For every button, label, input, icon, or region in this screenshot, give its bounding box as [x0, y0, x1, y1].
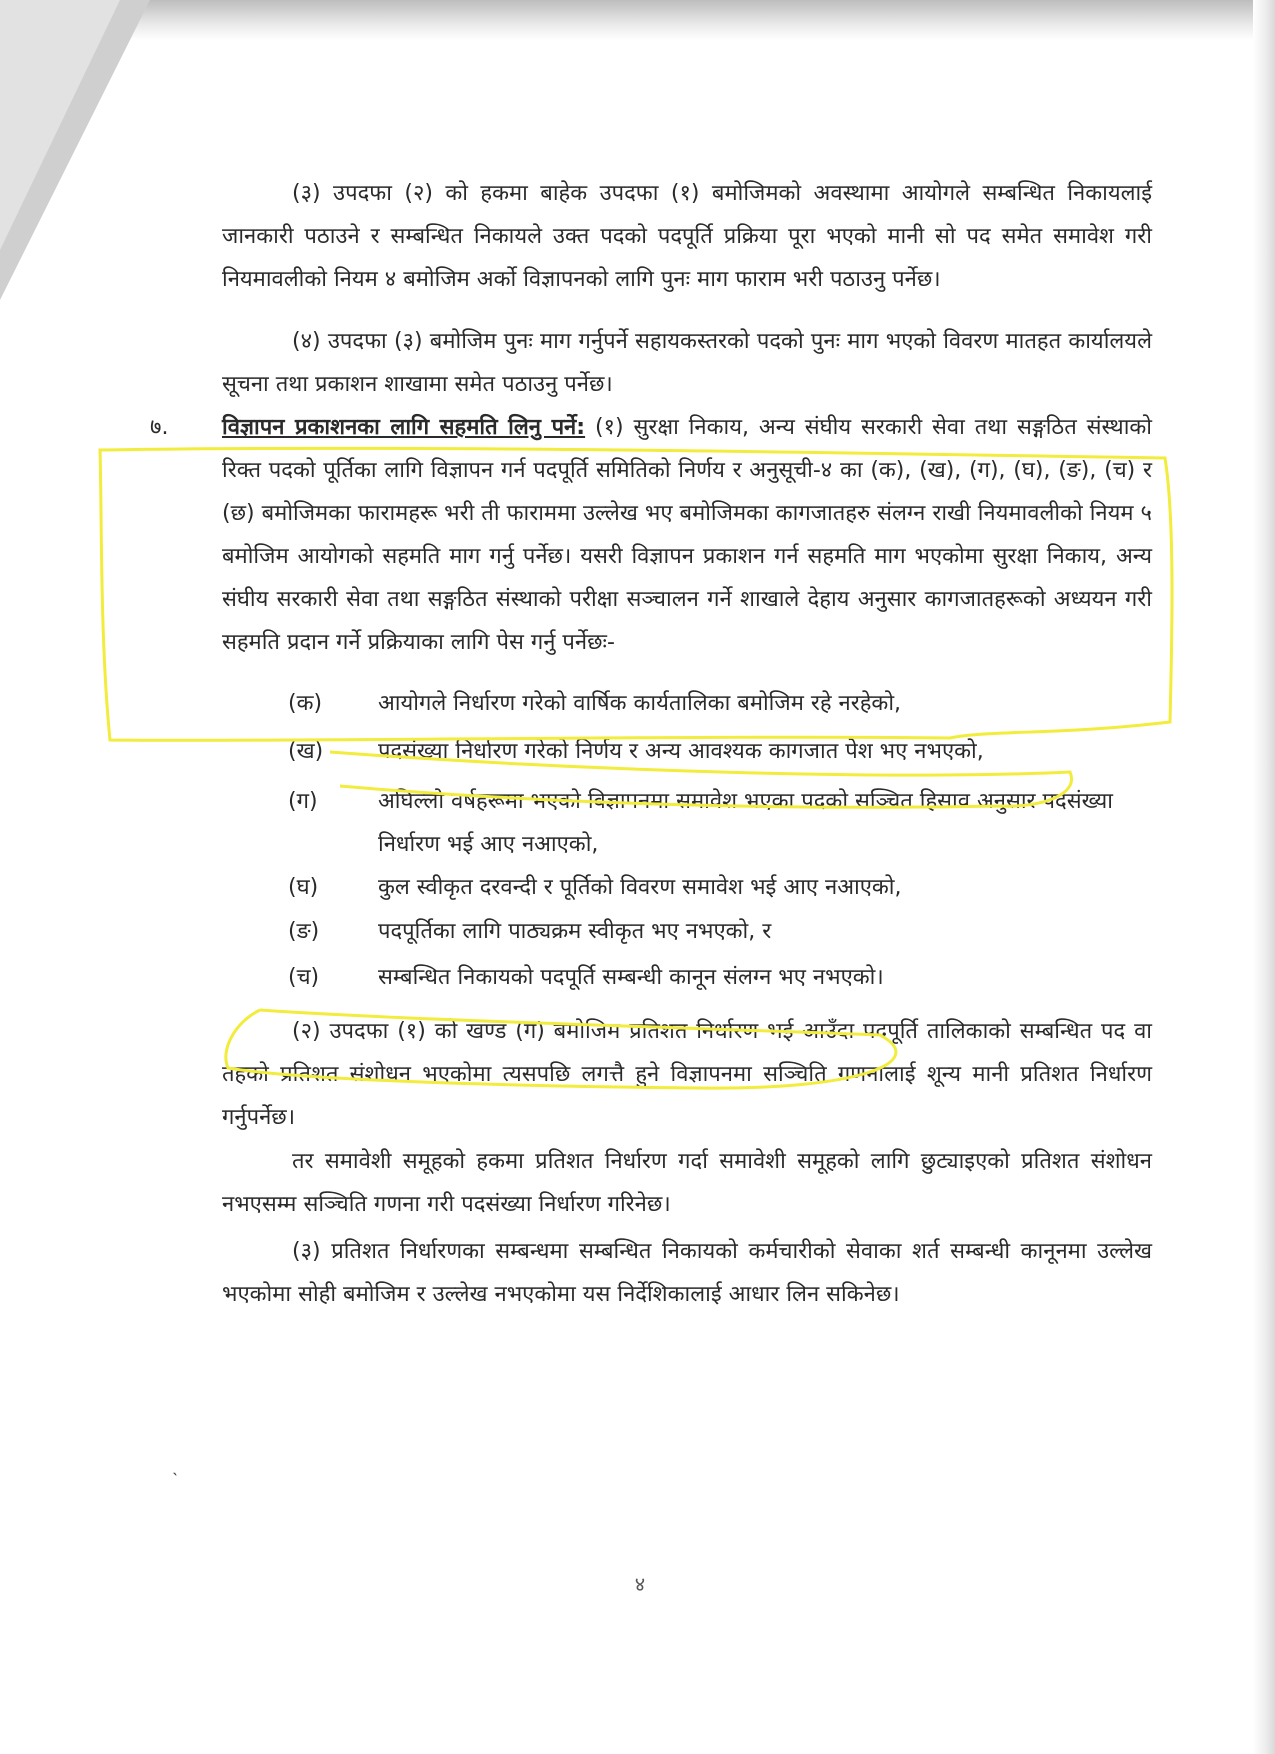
list-item-text: कुल स्वीकृत दरवन्दी र पूर्तिको विवरण समावेश भई आए नआएको, [378, 875, 902, 900]
section-heading: विज्ञापन प्रकाशनका लागि सहमति लिनु पर्ने: [222, 415, 586, 440]
list-item-label: (क) [288, 691, 323, 716]
page-number: ४ [634, 1572, 646, 1596]
list-item-label: (ङ) [288, 919, 320, 944]
section-7-body: (१) सुरक्षा निकाय, अन्य संघीय सरकारी सेवा तथा सङ्गठित संस्थाको रिक्त पदको पूर्तिका लागि विज्ञापन गर्न पदपूर्ति समितिको निर्णय र अनुसूची-४ का (क), (ख), (ग), (घ), (ङ), (च) र (छ) बमोजिमका फारामहरू भरी ती फाराममा उल्लेख भए बमोजिमका कागजातहरु संलग्न राखी नियमावलीको नियम ५ बमोजिम आयोगको सहमति माग गर्नु पर्नेछ। यसरी विज्ञापन प्रकाशन गर्न सहमति माग भएकोमा सुरक्षा निकाय, अन्य संघीय सरकारी सेवा तथा सङ्गठित संस्थाको परीक्षा सञ्चालन गर्ने शाखाले देहाय अनुसार कागजातहरूको अध्ययन गरी सहमति प्रदान गर्ने प्रक्रियाका लागि पेस गर्नु पर्नेछः- [222, 415, 1152, 655]
list-item-text: सम्बन्धित निकायको पदपूर्ति सम्बन्धी कानून संलग्न भए नभएको। [378, 965, 884, 990]
list-item-text: अघिल्लो वर्षहरूमा भएको विज्ञापनमा समावेश भएका पदको सञ्चित हिसाव अनुसार पदसंख्या निर्धारण भई आए नआएको, [378, 789, 1113, 857]
list-item-text: आयोगले निर्धारण गरेको वार्षिक कार्यतालिका बमोजिम रहे नरहेको, [378, 691, 902, 716]
paragraph-subsection-3b: (३) प्रतिशत निर्धारणका सम्बन्धमा सम्बन्धित निकायको कर्मचारीको सेवाका शर्त सम्बन्धी कानूनमा उल्लेख भएकोमा सोही बमोजिम र उल्लेख नभएकोमा यस निर्देशिकालाई आधार लिन सकिनेछ। [222, 1239, 1152, 1307]
list-item-label: (ख) [288, 739, 324, 764]
paragraph-subsection-2: (२) उपदफा (१) को खण्ड (ग) बमोजिम प्रतिशत निर्धारण भई आउँदा पदपूर्ति तालिकाको सम्बन्धित पद वा तहको प्रतिशत संशोधन भएकोमा त्यसपछि लगत्तै हुने विज्ञापनमा सञ्चिति गणनालाई शून्य मानी प्रतिशत निर्धारण गर्नुपर्नेछ। [222, 1019, 1152, 1130]
paragraph-subsection-4: (४) उपदफा (३) बमोजिम पुनः माग गर्नुपर्ने सहायकस्तरको पदको पुनः माग भएको विवरण मातहत कार्यालयले सूचना तथा प्रकाशन शाखामा समेत पठाउनु पर्नेछ। [222, 329, 1152, 397]
section-7-paragraph-1 [222, 406, 1152, 664]
paragraph-subsection-3: (३) उपदफा (२) को हकमा बाहेक उपदफा (१) बमोजिमको अवस्थामा आयोगले सम्बन्धित निकायलाई जानकारी पठाउने र सम्बन्धित निकायले उक्त पदको पदपूर्ति प्रक्रिया पूरा भएको मानी सो पद समेत समावेश गरी नियमावलीको नियम ४ बमोजिम अर्को विज्ञापनको लागि पुनः माग फाराम भरी पठाउनु पर्नेछ। [222, 181, 1152, 292]
list-item-text: पदसंख्या निर्धारण गरेको निर्णय र अन्य आवश्यक कागजात पेश भए नभएको, [378, 739, 984, 764]
list-item-text: पदपूर्तिका लागि पाठ्यक्रम स्वीकृत भए नभएको, र [378, 919, 772, 944]
paragraph-proviso: तर समावेशी समूहको हकमा प्रतिशत निर्धारण गर्दा समावेशी समूहको लागि छुट्याइएको प्रतिशत संशोधन नभएसम्म सञ्चिति गणना गरी पदसंख्या निर्धारण गरिनेछ। [222, 1149, 1152, 1217]
list-item-label: (च) [288, 965, 320, 990]
list-item-label: (ग) [288, 789, 318, 814]
stray-mark: ˴ [172, 1462, 178, 1483]
list-item-label: (घ) [288, 875, 319, 900]
section-number: ७. [150, 415, 169, 440]
